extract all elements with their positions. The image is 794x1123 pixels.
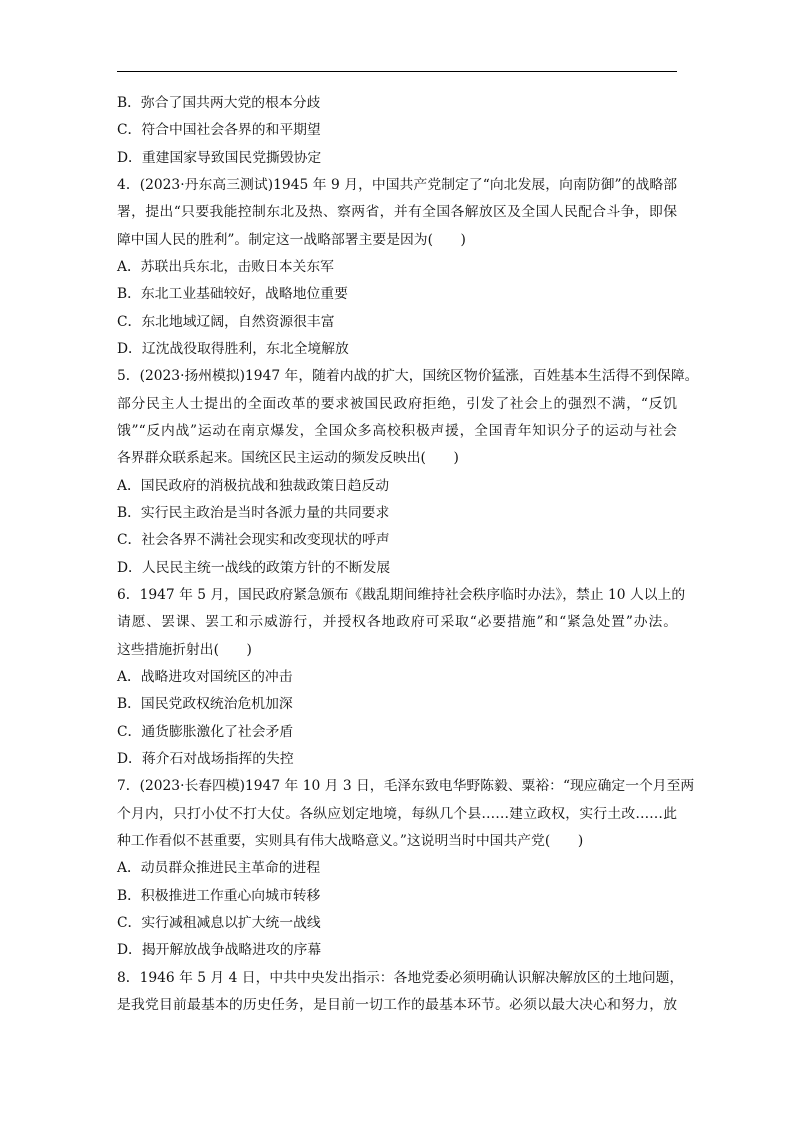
question-3 [117, 90, 677, 172]
question-number: 8． [117, 969, 140, 986]
option-b: B．弥合了国共两大党的根本分歧 [117, 95, 321, 111]
question-stem-line: 饿”“反内战”运动在南京爆发，全国众多高校积极声援，全国青年知识分子的运动与社会 [117, 422, 677, 439]
question-source: (2023·扬州模拟) [139, 368, 246, 385]
question-stem-text: 1947 年 5 月，国民政府紧急颁布《戡乱期间维持社会秩序临时办法》，禁止 10 人以上的 [139, 586, 686, 603]
question-stem-line: 这些措施折射出( ) [117, 641, 252, 658]
question-stem-text: 1947 年，随着内战的扩大，国统区物价猛涨，百姓基本生活得不到保障。 [245, 368, 699, 385]
option-b: B．实行民主政治是当时各派力量的共同要求 [117, 504, 390, 521]
header-rule [117, 71, 677, 72]
question-stem-line [117, 582, 686, 609]
question-stem-text: 1946 年 5 月 4 日，中共中央发出指示：各地党委必须明确认识解决解放区的土地问题， [139, 969, 684, 986]
question-number: 5． [117, 368, 140, 385]
question-stem-line [117, 172, 677, 199]
question-stem-line: 个月内，只打小仗不打大仗。各纵应划定地境，每纵几个县……建立政权，实行土改……此 [117, 805, 677, 822]
option-d: D．蒋介石对战场指挥的失控 [117, 750, 294, 767]
question-stem-text: 1947 年 10 月 3 日，毛泽东致电华野陈毅、粟裕：“现应确定一个月至两 [245, 778, 695, 795]
question-number: 6． [117, 586, 140, 603]
question-stem-line [117, 773, 695, 800]
question-stem-line: 障中国人民的胜利”。制定这一战略部署主要是因为( ) [117, 231, 466, 248]
option-d: D．辽沈战役取得胜利，东北全境解放 [117, 340, 349, 357]
question-stem-line: 请愿、罢课、罢工和示威游行，并授权各地政府可采取“必要措施”和“紧急处置”办法。 [117, 614, 677, 631]
question-list [117, 90, 699, 1019]
option-d: D．人民民主统一战线的政策方针的不断发展 [117, 559, 391, 576]
question-7 [117, 773, 695, 964]
option-c: C．实行减租减息以扩大统一战线 [117, 914, 321, 931]
question-number: 7． [117, 778, 140, 795]
option-d: D．重建国家导致国民党撕毁协定 [117, 149, 322, 166]
question-5 [117, 363, 699, 582]
question-stem-line: 部分民主人士提出的全面改革的要求被国民政府拒绝，引发了社会上的强烈不满，“反饥 [117, 395, 677, 412]
question-stem-line: 各界群众联系起来。国统区民主运动的频发反映出( ) [117, 450, 459, 467]
question-8 [117, 965, 684, 1020]
option-a: A．苏联出兵东北，击败日本关东军 [117, 258, 334, 275]
option-d: D．揭开解放战争战略进攻的序幕 [117, 942, 322, 959]
question-stem-line [117, 965, 684, 992]
option-c: C．通货膨胀激化了社会矛盾 [117, 723, 294, 740]
question-stem-line [117, 363, 699, 390]
question-stem-line: 是我党目前最基本的历史任务，是目前一切工作的最基本环节。必须以最大决心和努力，放 [117, 996, 677, 1013]
option-b: B．积极推进工作重心向城市转移 [117, 887, 321, 904]
option-a: A．国民政府的消极抗战和独裁政策日趋反动 [117, 477, 390, 494]
option-b: B．东北工业基础较好，战略地位重要 [117, 286, 348, 303]
question-stem-text: 1945 年 9 月，中国共产党制定了“向北发展，向南防御”的战略部 [273, 176, 678, 193]
option-a: A．动员群众推进民主革命的进程 [117, 860, 321, 877]
option-c: C．东北地域辽阔，自然资源很丰富 [117, 313, 335, 330]
question-number: 4． [117, 176, 140, 193]
question-stem-line: 种工作看似不甚重要，实则具有伟大战略意义。”这说明当时中国共产党( ) [117, 832, 584, 849]
option-c: C．社会各界不满社会现实和改变现状的呼声 [117, 532, 390, 549]
question-source: (2023·丹东高三测试) [139, 176, 274, 193]
question-4 [117, 172, 677, 363]
question-6 [117, 582, 686, 773]
question-stem-line: 署，提出“只要我能控制东北及热、察两省，并有全国各解放区及全国人民配合斗争，即保 [117, 204, 677, 221]
question-source: (2023·长春四模) [139, 778, 246, 795]
option-c: C．符合中国社会各界的和平期望 [117, 122, 321, 139]
option-b: B．国民党政权统治危机加深 [117, 696, 293, 713]
option-a: A．战略进攻对国统区的冲击 [117, 668, 293, 685]
